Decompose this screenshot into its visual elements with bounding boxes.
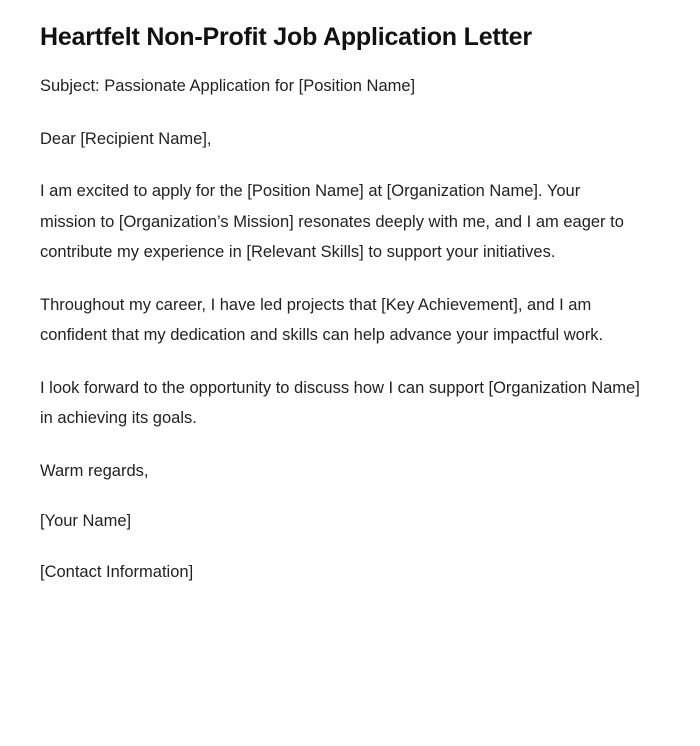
- page-title: Heartfelt Non-Profit Job Application Letter: [40, 23, 532, 51]
- letter-subject-line: Subject: Passionate Application for [Position Name]: [40, 77, 416, 96]
- letter-salutation: Dear [Recipient Name],: [40, 129, 212, 148]
- letter-body-paragraph-2: Throughout my career, I have led projects that [Key Achievement], and I am confident that my dedication and skills can help advance your impactful work.: [40, 295, 604, 345]
- letter-body-paragraph-3: I look forward to the opportunity to discuss how I can support [Organization Name] in achieving its goals.: [40, 378, 640, 428]
- letter-contact-information: [Contact Information]: [40, 562, 194, 581]
- letter-body-paragraph-1: I am excited to apply for the [Position Name] at [Organization Name]. Your mission to [Organization’s Mission] resonates deeply with me, and I am eager to contribute my experience in [Relevant Skills] to support your initiatives.: [40, 182, 624, 262]
- letter-signature-name: [Your Name]: [40, 512, 132, 531]
- letter-closing: Warm regards,: [40, 461, 149, 480]
